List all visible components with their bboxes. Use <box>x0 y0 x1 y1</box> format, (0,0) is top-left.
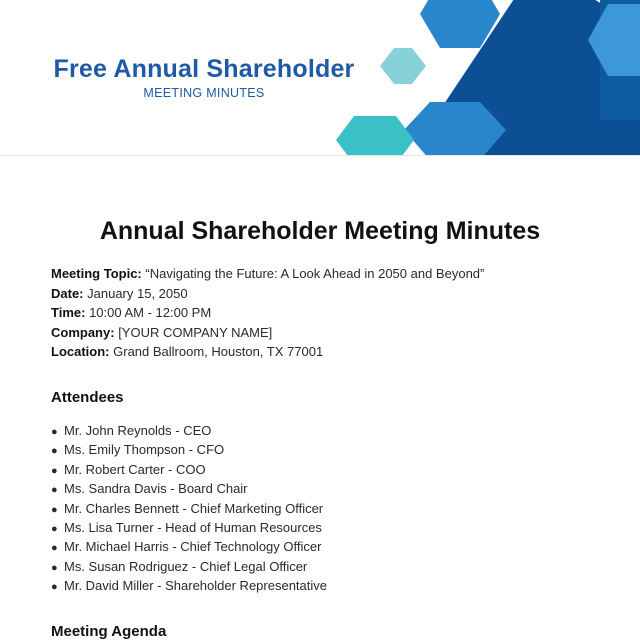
meeting-details <box>51 264 484 362</box>
bullet-icon: ● <box>51 503 58 516</box>
detail-date <box>51 284 484 304</box>
attendee-name: Mr. Robert Carter - COO <box>64 461 206 477</box>
detail-label: Location: <box>51 344 110 359</box>
bullet-icon: ● <box>51 426 58 438</box>
detail-topic <box>51 264 484 284</box>
list-item <box>51 499 327 518</box>
list-item <box>51 518 327 537</box>
bullet-icon: ● <box>51 561 58 574</box>
list-item <box>51 440 327 459</box>
list-item <box>51 537 327 556</box>
list-item <box>51 576 327 595</box>
hexagon-teal-1 <box>336 116 414 155</box>
bullet-icon: ● <box>51 445 58 458</box>
detail-value: Grand Ballroom, Houston, TX 77001 <box>113 344 324 359</box>
bullet-icon: ● <box>51 484 58 497</box>
list-item <box>51 460 327 479</box>
attendee-name: Mr. Michael Harris - Chief Technology Officer <box>64 539 322 555</box>
detail-company <box>51 323 484 343</box>
attendee-name: Ms. Emily Thompson - CFO <box>64 442 225 458</box>
attendee-name: Ms. Susan Rodriguez - Chief Legal Officer <box>64 558 308 574</box>
document-title: Annual Shareholder Meeting Minutes <box>99 217 541 245</box>
banner-subtitle: MEETING MINUTES <box>143 86 265 100</box>
detail-time <box>51 303 484 323</box>
detail-value: 10:00 AM - 12:00 PM <box>89 305 212 320</box>
bullet-icon: ● <box>51 581 58 594</box>
bullet-icon: ● <box>51 522 58 535</box>
attendees-list <box>51 421 327 596</box>
attendee-name: Mr. John Reynolds - CEO <box>64 423 212 438</box>
attendee-name: Mr. David Miller - Shareholder Representative <box>64 578 327 594</box>
detail-value: “Navigating the Future: A Look Ahead in 2050 and Beyond” <box>145 266 485 281</box>
attendees-heading: Attendees <box>51 389 124 406</box>
detail-value: January 15, 2050 <box>87 285 188 301</box>
banner-title: Free Annual Shareholder <box>53 55 355 83</box>
attendee-name: Ms. Lisa Turner - Head of Human Resources <box>64 519 322 535</box>
detail-label: Meeting Topic: <box>51 266 142 281</box>
detail-label: Date: <box>51 285 84 301</box>
list-item <box>51 557 327 576</box>
list-item <box>51 421 327 440</box>
header-banner <box>0 0 640 156</box>
detail-label: Time: <box>51 305 86 320</box>
detail-location <box>51 342 484 362</box>
bullet-icon: ● <box>51 464 58 477</box>
attendee-name: Ms. Sandra Davis - Board Chair <box>64 481 248 497</box>
bullet-icon: ● <box>51 542 58 555</box>
hexagon-mid-4 <box>380 152 390 155</box>
detail-value: [YOUR COMPANY NAME] <box>118 324 273 340</box>
agenda-heading: Meeting Agenda <box>51 623 167 640</box>
attendee-name: Mr. Charles Bennett - Chief Marketing Officer <box>64 500 324 516</box>
list-item <box>51 479 327 498</box>
detail-label: Company: <box>51 324 115 340</box>
